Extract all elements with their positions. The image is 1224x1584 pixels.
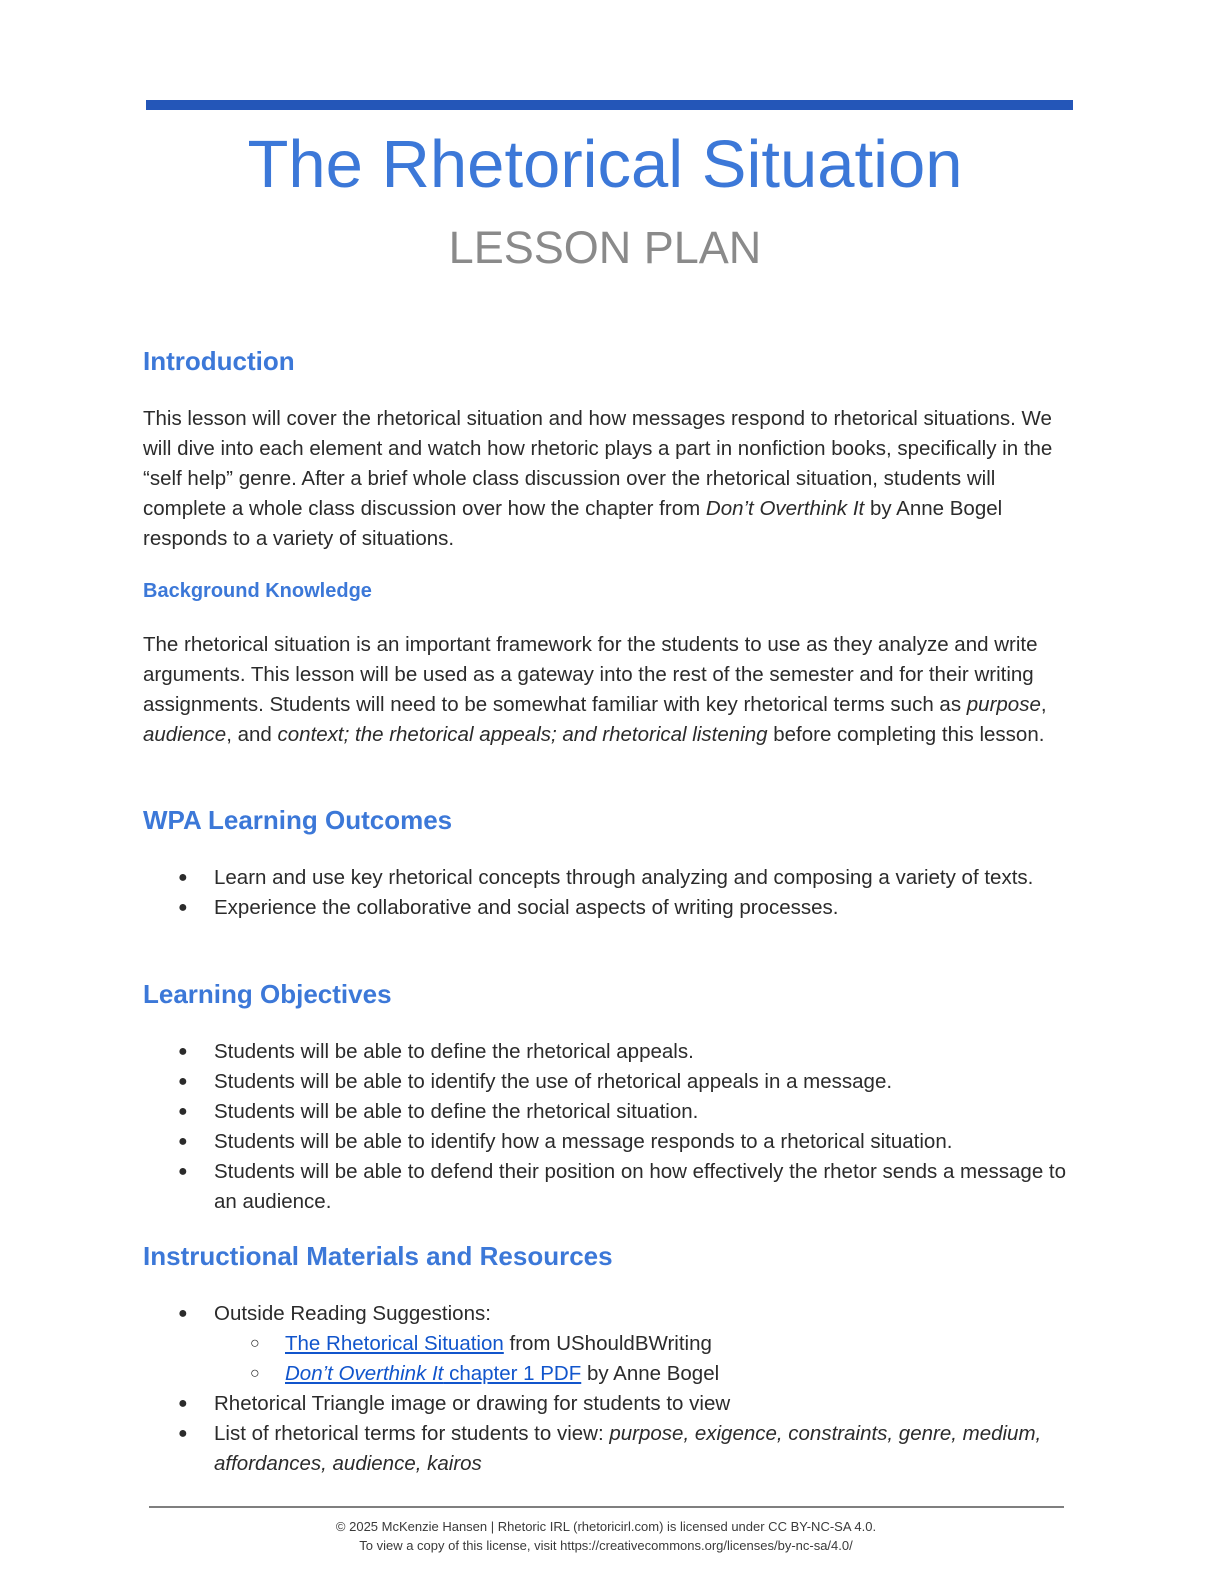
list-item: ● List of rhetorical terms for students to view: purpose, exigence, constraints, genre, medium, affordances, audience, kairos (143, 1419, 1078, 1479)
list-item: ● Rhetorical Triangle image or drawing for students to view (143, 1389, 1078, 1419)
list-item: ○ Don’t Overthink It chapter 1 PDF by Anne Bogel (214, 1359, 1078, 1389)
list-item: ● Experience the collaborative and social aspects of writing processes. (143, 893, 1078, 923)
materials-heading: Instructional Materials and Resources (143, 1241, 613, 1271)
top-divider (146, 100, 1073, 110)
footer-divider (149, 1506, 1064, 1508)
wpa-heading: WPA Learning Outcomes (143, 805, 453, 835)
materials-list (143, 1299, 1078, 1479)
background-paragraph: The rhetorical situation is an important framework for the students to use as they analyze and write arguments. This lesson will be used as a gateway into the rest of the semester and for their writing assignments. Students will need to be somewhat familiar with key rhetorical terms such as purpose, audience, and context; the rhetorical appeals; and rhetorical listening before completing this lesson. (143, 633, 1047, 746)
list-item: ● Students will be able to define the rhetorical appeals. (143, 1037, 1078, 1067)
footer-license-url-line: To view a copy of this license, visit https://creativecommons.org/licenses/by-nc-sa/4.0/ (359, 1538, 853, 1553)
wpa-list (143, 863, 1078, 923)
footer-license-line: © 2025 McKenzie Hansen | Rhetoric IRL (rhetoricirl.com) is licensed under CC BY-NC-SA 4.0. (335, 1519, 877, 1534)
list-item: ○ The Rhetorical Situation from UShouldBWriting (214, 1329, 1078, 1359)
page-title: The Rhetorical Situation (247, 127, 963, 202)
list-item: ● Students will be able to identify the use of rhetorical appeals in a message. (143, 1067, 1078, 1097)
reading-suggestions-list (214, 1329, 1078, 1389)
list-item: ● Students will be able to define the rhetorical situation. (143, 1097, 1078, 1127)
list-item: ● Students will be able to defend their position on how effectively the rhetor sends a message to an audience. (143, 1157, 1078, 1217)
book-title: Don’t Overthink It (705, 497, 865, 520)
objectives-list (143, 1037, 1078, 1217)
introduction-paragraph: This lesson will cover the rhetorical situation and how messages respond to rhetorical situations. We will dive into each element and watch how rhetoric plays a part in nonfiction books, specifically in the “self help” genre. After a brief whole class discussion over the rhetorical situation, students will complete a whole class discussion over how the chapter from Don’t Overthink It by Anne Bogel responds to a variety of situations. (143, 407, 1053, 550)
list-item: ● Students will be able to identify how a message responds to a rhetorical situation. (143, 1127, 1078, 1157)
introduction-heading: Introduction (143, 346, 295, 376)
rhetorical-situation-link[interactable]: The Rhetorical Situation (285, 1332, 504, 1355)
list-item: ● Learn and use key rhetorical concepts through analyzing and composing a variety of texts. (143, 863, 1078, 893)
dont-overthink-it-pdf-link[interactable]: Don’t Overthink It chapter 1 PDF (285, 1362, 582, 1385)
objectives-heading: Learning Objectives (143, 979, 392, 1009)
list-item: ● Outside Reading Suggestions: ○ The Rhetorical Situation from UShouldBWriting ○ Don’t Overthink It chapter 1 PDF by Anne Bogel (143, 1299, 1078, 1389)
page-subtitle: LESSON PLAN (448, 222, 762, 273)
background-heading: Background Knowledge (143, 580, 372, 602)
